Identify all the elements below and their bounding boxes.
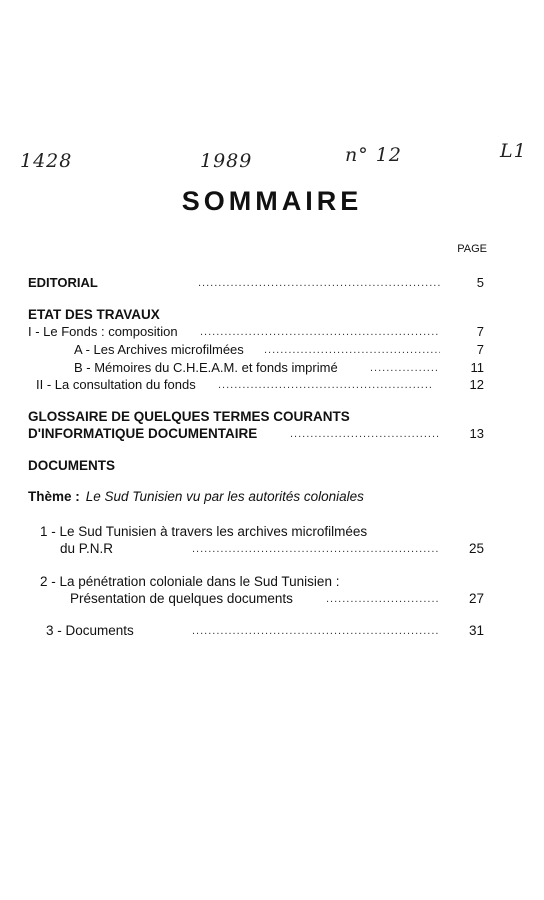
toc-label-continued: Présentation de quelques documents [70,591,293,606]
dot-leader [192,540,440,558]
handwritten-issue-number: n° 12 [345,144,402,166]
theme-line [28,488,364,506]
handwritten-year: 1989 [200,150,253,172]
toc-label: I - Le Fonds : composition [28,324,178,339]
dot-leader [218,376,434,394]
toc-label: 2 - La pénétration coloniale dans le Sud Tunisien : [40,574,340,589]
toc-entry [0,341,544,359]
dot-leader [198,274,440,292]
section-heading-glossaire: GLOSSAIRE DE QUELQUES TERMES COURANTS [28,409,350,424]
section-heading-etat: ETAT DES TRAVAUX [28,307,160,322]
toc-entry [0,622,544,640]
toc-entry [0,359,544,377]
dot-leader [370,359,440,377]
toc-page-number: 25 [468,541,484,556]
toc-entry-glossaire [0,425,544,443]
dot-leader [326,590,440,608]
toc-entry [0,590,544,608]
toc-label: II - La consultation du fonds [36,377,196,392]
toc-page-number: 7 [476,324,484,339]
toc-label: EDITORIAL [28,275,98,290]
page-column-header: PAGE [457,243,487,255]
toc-page-number: 31 [468,623,484,638]
toc-entry-line [0,573,544,591]
toc-page-number: 13 [469,426,484,441]
toc-entry [0,323,544,341]
toc-page-number: 11 [470,360,484,375]
page-title: SOMMAIRE [181,186,363,216]
toc-page-number: 5 [476,275,484,290]
toc-label: B - Mémoires du C.H.E.A.M. et fonds imprimé [74,360,338,375]
toc-label: A - Les Archives microfilmées [74,342,244,357]
toc-label-continued: du P.N.R [60,541,114,556]
section-heading-documents: DOCUMENTS [28,458,115,473]
theme-text: Le Sud Tunisien vu par les autorités coloniales [85,489,364,504]
dot-leader [192,622,440,640]
toc-entry [0,376,544,394]
toc-entry [0,540,544,558]
dot-leader [290,425,440,443]
toc-entry-line [0,523,544,541]
toc-label: 3 - Documents [46,623,134,638]
dot-leader [200,323,440,341]
toc-page-number: 27 [468,591,484,606]
theme-label: Thème : [28,489,80,504]
toc-label: D'INFORMATIQUE DOCUMENTAIRE [28,426,258,441]
dot-leader [264,341,440,359]
toc-page-number: 12 [469,377,484,392]
toc-entry-editorial [0,274,544,292]
handwritten-code-right: L1 [500,140,527,162]
toc-page-number: 7 [476,342,484,357]
toc-label: 1 - Le Sud Tunisien à travers les archives microfilmées [40,524,368,539]
handwritten-number-left: 1428 [20,150,73,172]
